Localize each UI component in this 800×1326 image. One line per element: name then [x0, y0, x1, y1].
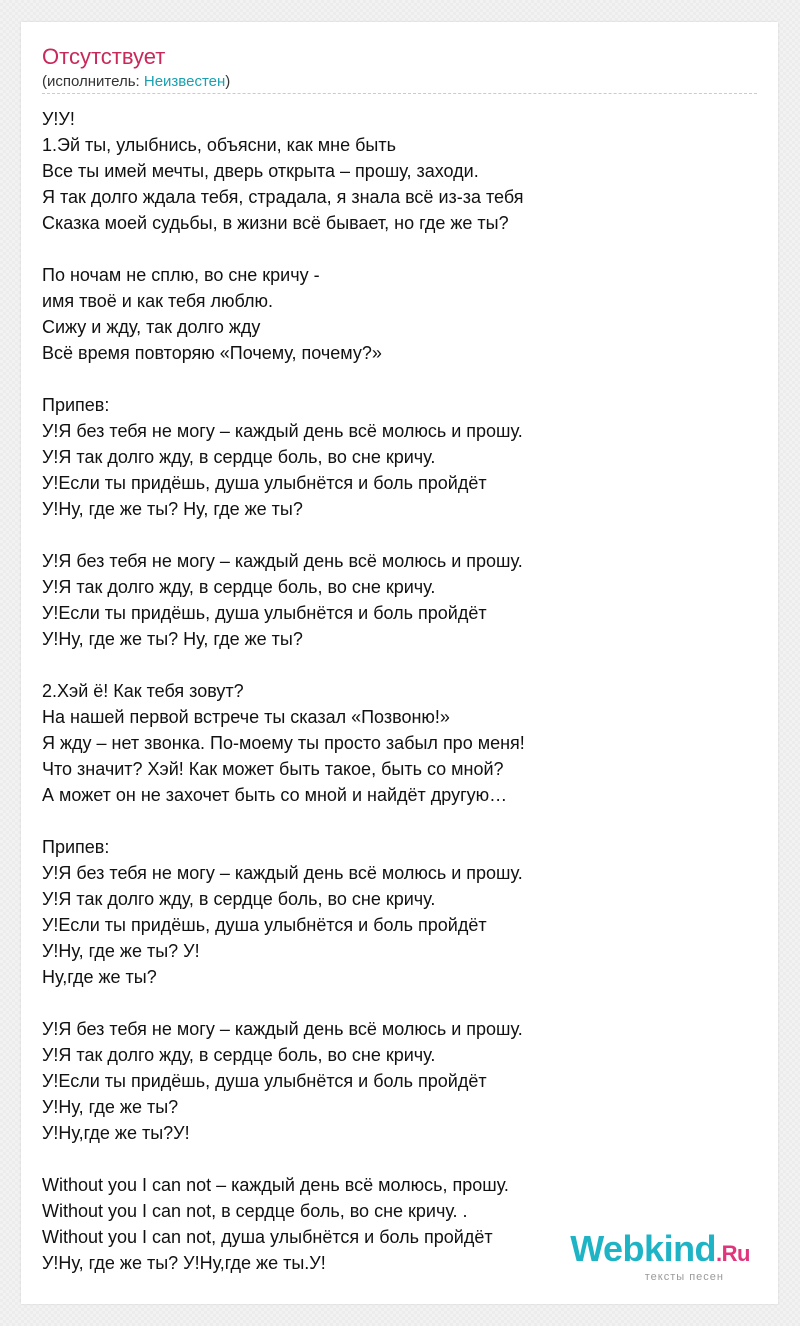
lyrics-card [21, 22, 778, 1304]
logo-tld: .Ru [716, 1241, 750, 1266]
lyric-line: У!Я без тебя не могу – каждый день всё молюсь и прошу. [42, 421, 523, 441]
lyric-line: У!Я так долго жду, в сердце боль, во сне кричу. [42, 889, 436, 909]
lyric-line: По ночам не сплю, во сне кричу - [42, 265, 320, 285]
lyric-line: Ну,где же ты? [42, 967, 157, 987]
lyric-line: У!Ну, где же ты? Ну, где же ты? [42, 629, 303, 649]
lyric-line: Я жду – нет звонка. По-моему ты просто забыл про меня! [42, 733, 525, 753]
lyric-line: Припев: [42, 395, 110, 415]
divider [42, 93, 757, 94]
lyric-line: У!Ну, где же ты? У! [42, 941, 200, 961]
webkind-logo[interactable] [570, 1228, 750, 1283]
lyric-line: Припев: [42, 837, 110, 857]
lyric-line: 2.Хэй ё! Как тебя зовут? [42, 681, 244, 701]
lyric-line: Without you I can not, душа улыбнётся и боль пройдёт [42, 1227, 493, 1247]
lyric-line: У!Ну,где же ты?У! [42, 1123, 190, 1143]
lyric-line [42, 236, 757, 262]
lyric-line: У!Если ты придёшь, душа улыбнётся и боль пройдёт [42, 603, 487, 623]
lyric-line: У!Если ты придёшь, душа улыбнётся и боль пройдёт [42, 1071, 487, 1091]
lyric-line: имя твоё и как тебя люблю. [42, 291, 274, 311]
lyric-line: На нашей первой встрече ты сказал «Позвоню!» [42, 707, 450, 727]
lyrics-body [42, 106, 757, 1276]
logo-main-text: Webkind [570, 1228, 717, 1269]
lyric-line: А может он не захочет быть со мной и найдёт другую… [42, 785, 508, 805]
song-title: Отсутствует [42, 44, 166, 69]
lyric-line: У!Если ты придёшь, душа улыбнётся и боль пройдёт [42, 915, 487, 935]
lyric-line: Сказка моей судьбы, в жизни всё бывает, но где же ты? [42, 213, 509, 233]
lyric-line [42, 1146, 757, 1172]
lyric-line: Without you I can not, в сердце боль, во сне кричу. . [42, 1201, 468, 1221]
lyric-line: У!Если ты придёшь, душа улыбнётся и боль пройдёт [42, 473, 487, 493]
artist-line [42, 72, 230, 92]
lyric-line: У!Ну, где же ты? [42, 1097, 179, 1117]
lyric-line [42, 366, 757, 392]
lyric-line: У!Я без тебя не могу – каждый день всё молюсь и прошу. [42, 863, 523, 883]
logo-tagline: тексты песен [644, 1271, 724, 1283]
lyric-line: У!У! [42, 109, 75, 129]
lyric-line: Without you I can not – каждый день всё молюсь, прошу. [42, 1175, 509, 1195]
lyric-line: Сижу и жду, так долго жду [42, 317, 261, 337]
lyric-line: Что значит? Хэй! Как может быть такое, быть со мной? [42, 759, 504, 779]
lyric-line: Я так долго ждала тебя, страдала, я знала всё из-за тебя [42, 187, 524, 207]
lyric-line [42, 652, 757, 678]
lyric-line: 1.Эй ты, улыбнись, объясни, как мне быть [42, 135, 396, 155]
artist-prefix: (исполнитель: [42, 73, 144, 90]
lyric-line: У!Ну, где же ты? У!Ну,где же ты.У! [42, 1253, 326, 1273]
logo-wordmark [570, 1228, 750, 1272]
artist-suffix: ) [225, 73, 231, 90]
lyric-line: У!Ну, где же ты? Ну, где же ты? [42, 499, 303, 519]
lyric-line [42, 990, 757, 1016]
lyric-line: Все ты имей мечты, дверь открыта – прошу, заходи. [42, 161, 479, 181]
lyric-line: У!Я так долго жду, в сердце боль, во сне кричу. [42, 577, 436, 597]
lyric-line: У!Я без тебя не могу – каждый день всё молюсь и прошу. [42, 551, 523, 571]
lyric-line [42, 522, 757, 548]
lyric-line: У!Я так долго жду, в сердце боль, во сне кричу. [42, 447, 436, 467]
lyric-line: Всё время повторяю «Почему, почему?» [42, 343, 382, 363]
lyric-line: У!Я без тебя не могу – каждый день всё молюсь и прошу. [42, 1019, 523, 1039]
lyric-line: У!Я так долго жду, в сердце боль, во сне кричу. [42, 1045, 436, 1065]
lyric-line [42, 808, 757, 834]
artist-link[interactable]: Неизвестен [143, 73, 226, 90]
